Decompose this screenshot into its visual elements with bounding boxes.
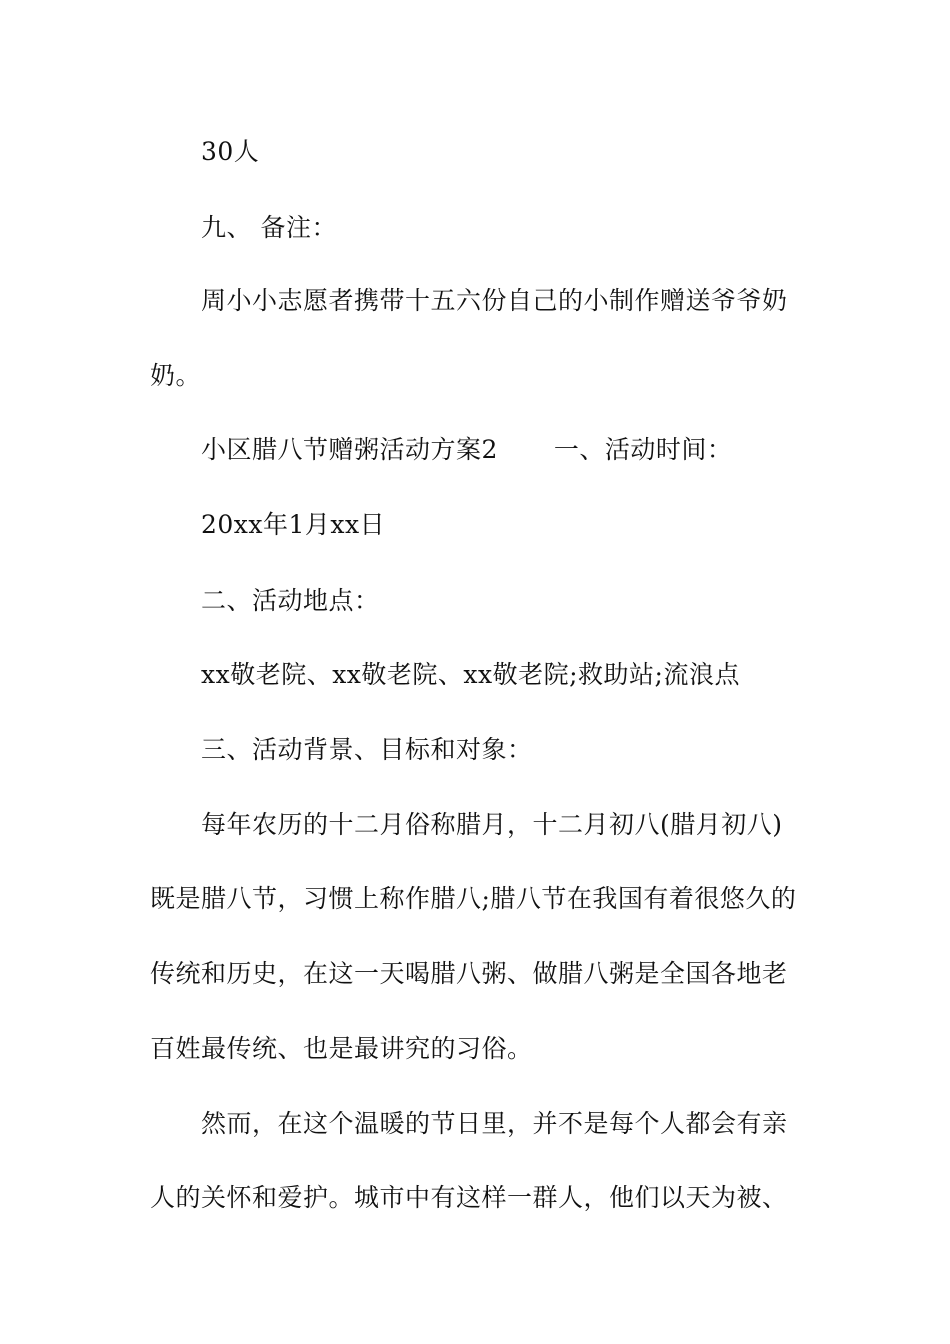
text-line-people-count: 30人 [201,137,260,166]
paragraph-line: 百姓最传统、也是最讲究的习俗。 [150,1034,533,1063]
section-heading-notes: 九、 备注： [201,213,337,242]
text-line-date: 20xx年1月xx日 [201,510,386,539]
paragraph-line: 人的关怀和爱护。城市中有这样一群人，他们以天为被、 [150,1183,788,1212]
plan-title: 小区腊八节赠粥活动方案2 [201,435,498,464]
paragraph-line: 传统和历史，在这一天喝腊八粥、做腊八粥是全国各地老 [150,959,788,988]
section-heading-location: 二、活动地点： [201,586,380,615]
section-heading-background: 三、活动背景、目标和对象： [201,735,533,764]
section-heading-time: 一、活动时间： [553,435,733,464]
plan-title-line [201,434,861,466]
paragraph-line: 周小小志愿者携带十五六份自己的小制作赠送爷爷奶 [201,286,788,315]
paragraph-line: 既是腊八节，习惯上称作腊八;腊八节在我国有着很悠久的 [150,884,797,913]
text-line-locations: xx敬老院、xx敬老院、xx敬老院;救助站;流浪点 [201,660,740,689]
paragraph-line: 然而，在这个温暖的节日里，并不是每个人都会有亲 [201,1109,788,1138]
paragraph-line: 每年农历的十二月俗称腊月，十二月初八(腊月初八) [201,810,783,839]
paragraph-line: 奶。 [150,361,202,390]
